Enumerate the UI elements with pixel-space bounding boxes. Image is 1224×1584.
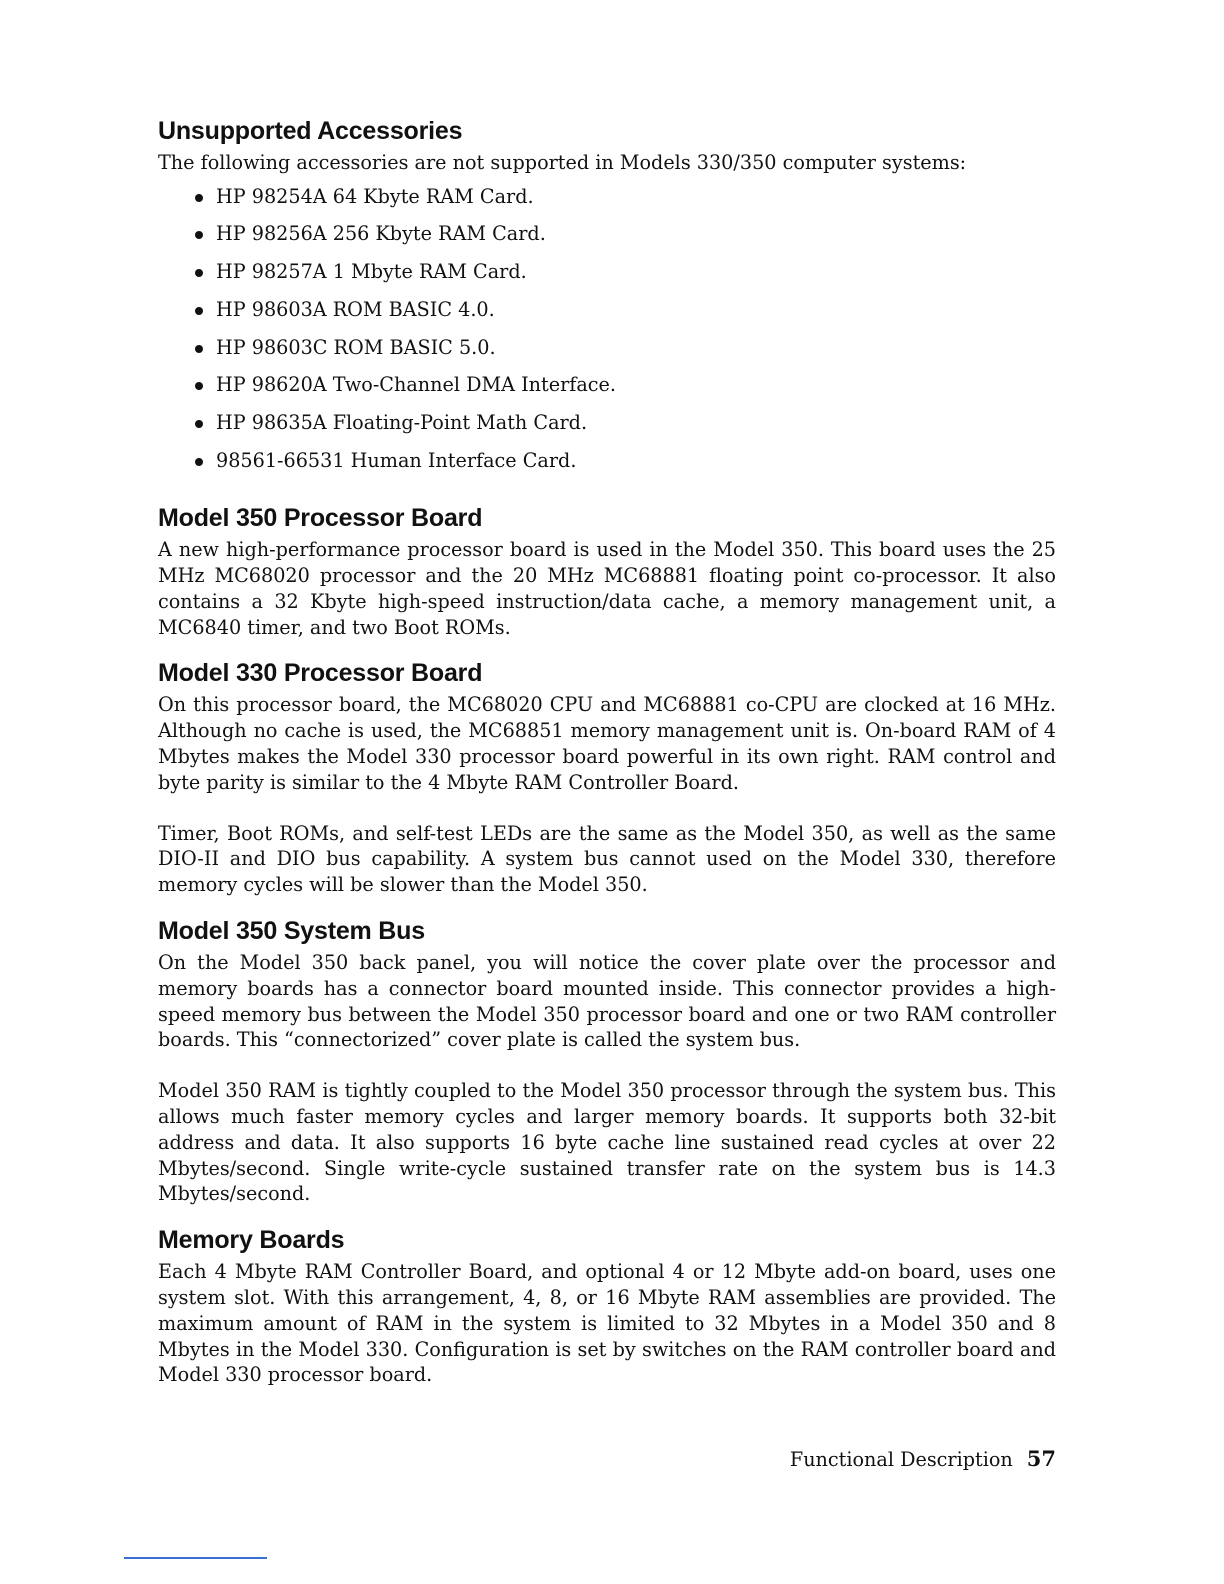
bullet-icon <box>195 194 203 202</box>
section-model-330-processor-board <box>158 658 1056 898</box>
section-heading: Model 330 Processor Board <box>158 659 483 688</box>
list-item <box>192 297 1056 335</box>
paragraph: Each 4 Mbyte RAM Controller Board, and optional 4 or 12 Mbyte add-on board, uses one system slot. With this arrangement, 4, 8, or 16 Mbyte RAM assemblies are provided. The maximum amount of RAM in the system is limited to 32 Mbytes in a Model 350 and 8 Mbytes in the Model 330. Configuration is set by switches on the RAM controller board and Model 330 processor board. <box>158 1260 1056 1387</box>
list-item-text: HP 98254A 64 Kbyte RAM Card. <box>216 184 534 208</box>
bottom-divider <box>124 1557 267 1559</box>
list-item <box>192 221 1056 259</box>
section-heading: Model 350 System Bus <box>158 917 425 946</box>
list-item <box>192 372 1056 410</box>
section-unsupported-accessories <box>158 116 1056 485</box>
paragraph: On the Model 350 back panel, you will notice the cover plate over the processor and memory boards has a connector board mounted inside. This connector provides a high-speed memory bus between the Model 350 processor board and one or two RAM controller boards. This “connectorized” cover plate is called the system bus. <box>158 951 1056 1052</box>
bullet-icon <box>195 458 203 466</box>
bullet-icon <box>195 269 203 277</box>
list-item-text: HP 98257A 1 Mbyte RAM Card. <box>216 260 527 284</box>
paragraph: A new high-performance processor board is used in the Model 350. This board uses the 25 MHz MC68020 processor and the 20 MHz MC68881 floating point co-processor. It also contains a 32 Kbyte high-speed instruction/data cache, a memory management unit, a MC6840 timer, and two Boot ROMs. <box>158 538 1056 639</box>
section-heading: Model 350 Processor Board <box>158 504 483 533</box>
paragraph: On this processor board, the MC68020 CPU and MC68881 co-CPU are clocked at 16 MHz. Although no cache is used, the MC68851 memory management unit is. On-board RAM of 4 Mbytes makes the Model 330 processor board powerful in its own right. RAM control and byte parity is similar to the 4 Mbyte RAM Controller Board. <box>158 693 1056 794</box>
section-intro: The following accessories are not supported in Models 330/350 computer systems: <box>158 151 967 174</box>
page-footer <box>790 1446 1056 1473</box>
footer-title: Functional Description <box>789 1448 1013 1471</box>
section-heading: Memory Boards <box>158 1226 345 1255</box>
section-model-350-processor-board <box>158 503 1056 640</box>
paragraph: Model 350 RAM is tightly coupled to the Model 350 processor through the system bus. This allows much faster memory cycles and larger memory boards. It supports both 32-bit address and data. It also supports 16 byte cache line sustained read cycles at over 22 Mbytes/second. Single write-cycle sustained transfer rate on the system bus is 14.3 Mbytes/second. <box>158 1079 1056 1206</box>
list-item <box>192 184 1056 222</box>
section-memory-boards <box>158 1225 1056 1388</box>
accessory-list <box>158 184 1056 486</box>
list-item-text: HP 98256A 256 Kbyte RAM Card. <box>216 222 546 246</box>
bullet-icon <box>195 231 203 239</box>
list-item-text: 98561-66531 Human Interface Card. <box>216 448 577 472</box>
section-heading: Unsupported Accessories <box>158 117 463 145</box>
list-item-text: HP 98603C ROM BASIC 5.0. <box>216 335 496 359</box>
bullet-icon <box>195 345 203 353</box>
list-item-text: HP 98603A ROM BASIC 4.0. <box>216 297 495 321</box>
bullet-icon <box>195 307 203 315</box>
list-item <box>192 448 1056 486</box>
bullet-icon <box>195 382 203 390</box>
page-number: 57 <box>1026 1446 1056 1471</box>
bullet-icon <box>195 420 203 428</box>
list-item-text: HP 98620A Two-Channel DMA Interface. <box>216 373 616 397</box>
list-item <box>192 335 1056 373</box>
list-item <box>192 410 1056 448</box>
section-model-350-system-bus <box>158 916 1056 1207</box>
paragraph: Timer, Boot ROMs, and self-test LEDs are the same as the Model 350, as well as the same DIO-II and DIO bus capability. A system bus cannot used on the Model 330, therefore memory cycles will be slower than the Model 350. <box>158 821 1056 897</box>
document-page <box>158 116 1056 1406</box>
list-item <box>192 259 1056 297</box>
list-item-text: HP 98635A Floating-Point Math Card. <box>216 410 588 434</box>
